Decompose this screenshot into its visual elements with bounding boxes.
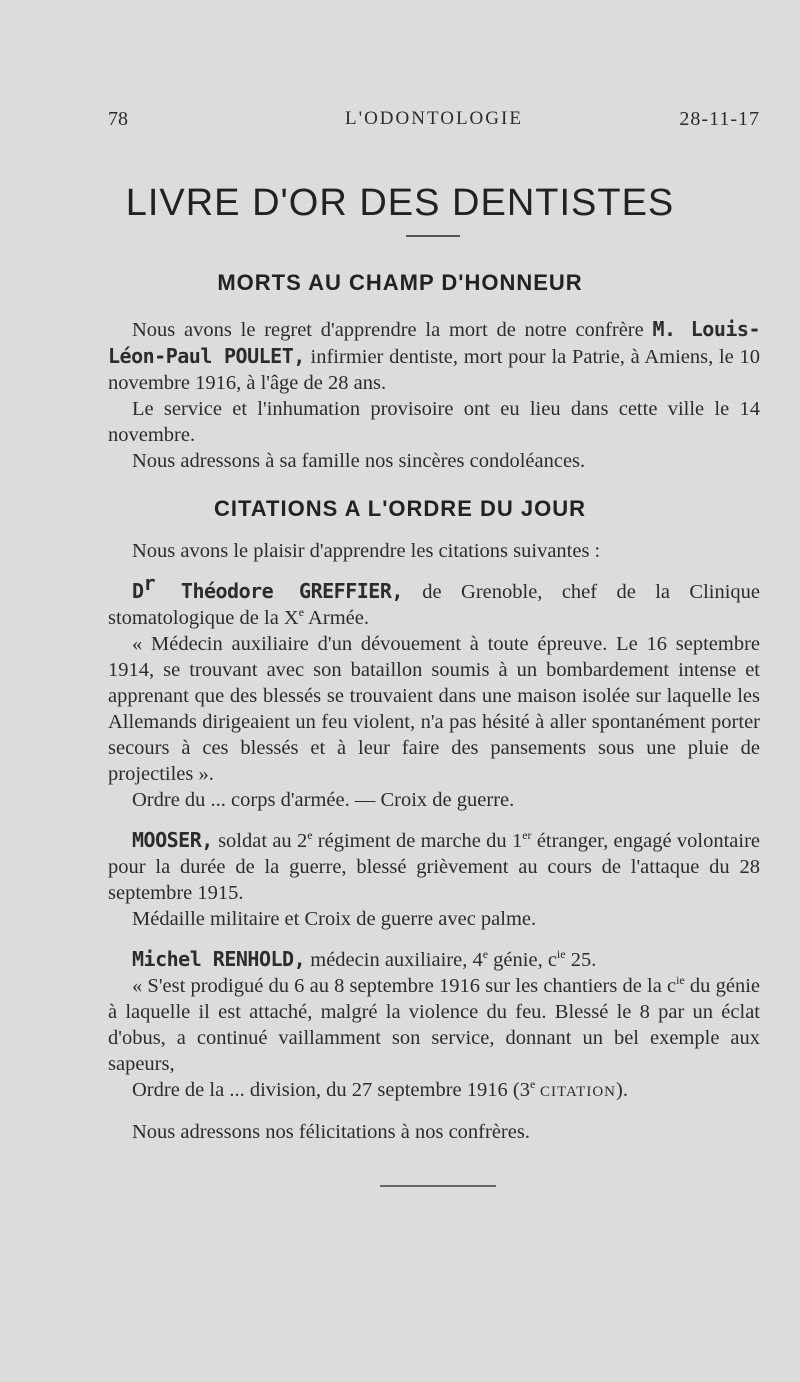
- superscript: e: [482, 947, 489, 962]
- person-title: D: [132, 579, 144, 603]
- person-name: MOOSER,: [132, 828, 213, 852]
- small-caps-text: CITATION: [535, 1084, 617, 1100]
- issue-date: 28-11-17: [679, 108, 760, 130]
- text-fragment: du génie à laquelle il est attaché, malgré la violence du feu. Blessé le 8 par un éclat d'obus, a continué vaillamment son service, donnant un bel exemple aux sapeurs,: [108, 975, 760, 1075]
- section-heading-citations: CITATIONS A L'ORDRE DU JOUR: [213, 496, 586, 521]
- superscript: e: [307, 828, 313, 843]
- paragraph-intro: Nous avons le plaisir d'apprendre les citations suivantes :: [132, 540, 601, 562]
- text-fragment: de Grenoble, chef de la Clinique stomatologique de la X: [108, 581, 761, 629]
- paragraph-condoleances: Nous adressons à sa famille nos sincères condoléances.: [132, 450, 586, 472]
- text-fragment: soldat au 2: [212, 830, 308, 852]
- spacer: [108, 932, 760, 946]
- citation-greffier-quote: « Médecin auxiliaire d'un dévouement à toute épreuve. Le 16 septembre 1914, se trouvant avec son bataillon soumis à un bombardement intense et apprenant que des blessés se trouvaient dans une maison isolée sur laquelle les Allemands dirigeaient un feu violent, n'a pas hésité à aller spontanément porter secours à ces blessés et à leur faire des pansements sous une pluie de projectiles ».: [108, 633, 760, 785]
- section-body-morts: [108, 316, 760, 474]
- journal-title: L'ODONTOLOGIE: [345, 108, 523, 129]
- text-fragment: génie, c: [488, 949, 557, 971]
- superscript: r: [143, 571, 156, 596]
- page-title: LIVRE D'OR DES DENTISTES: [125, 182, 675, 224]
- person-name: Michel RENHOLD,: [132, 947, 306, 971]
- section-body-citations: [108, 538, 760, 1145]
- paragraph-service: Le service et l'inhumation provisoire ont eu lieu dans cette ville le 14 novembre.: [108, 398, 760, 446]
- text-fragment: Armée.: [304, 607, 369, 629]
- person-name: M. Louis-Léon-Paul POULET,: [108, 317, 760, 368]
- paragraph-closing: Nous adressons nos félicitations à nos confrères.: [132, 1121, 530, 1143]
- text-fragment: médecin auxiliaire, 4: [305, 949, 483, 971]
- text-fragment: Ordre de la ... division, du 27 septembre 1916 (3: [132, 1079, 530, 1101]
- citation-greffier-order: Ordre du ... corps d'armée. — Croix de guerre.: [132, 789, 515, 811]
- citation-greffier: [108, 571, 761, 631]
- spacer: [108, 813, 760, 827]
- end-divider: [380, 1185, 496, 1187]
- superscript: e: [298, 605, 305, 620]
- page-number: 78: [108, 108, 128, 130]
- superscript: er: [522, 828, 532, 843]
- text-fragment: Nous avons le regret d'apprendre la mort de notre confrère: [132, 319, 653, 341]
- citation-renhold: [108, 946, 760, 973]
- superscript: ie: [556, 947, 566, 962]
- superscript: e: [529, 1077, 536, 1092]
- running-header: [108, 108, 760, 138]
- spacer: [108, 564, 760, 578]
- superscript: ie: [676, 973, 685, 988]
- citation-renhold-order: [108, 1077, 760, 1105]
- text-fragment: « S'est prodigué du 6 au 8 septembre 1916 sur les chantiers de la c: [132, 975, 677, 997]
- paragraph-poulet: [108, 316, 760, 396]
- section-heading-morts: MORTS AU CHAMP D'HONNEUR: [217, 270, 583, 295]
- person-name: Théodore GREFFIER,: [155, 579, 403, 603]
- text-fragment: infirmier dentiste, mort pour la Patrie, à Amiens, le 10 novembre 1916, à l'âge de 28 ans.: [108, 346, 760, 394]
- citation-mooser: [108, 827, 760, 906]
- citation-renhold-quote: [108, 973, 760, 1077]
- title-divider: [406, 235, 460, 237]
- text-fragment: ).: [616, 1079, 628, 1101]
- text-fragment: étranger, engagé volontaire pour la durée de la guerre, blessé grièvement au cours de l'attaque du 28 septembre 1915.: [108, 830, 760, 904]
- citation-mooser-award: Médaille militaire et Croix de guerre avec palme.: [132, 908, 537, 930]
- spacer: [108, 1105, 760, 1119]
- text-fragment: 25.: [565, 949, 597, 971]
- text-fragment: régiment de marche du 1: [312, 830, 523, 852]
